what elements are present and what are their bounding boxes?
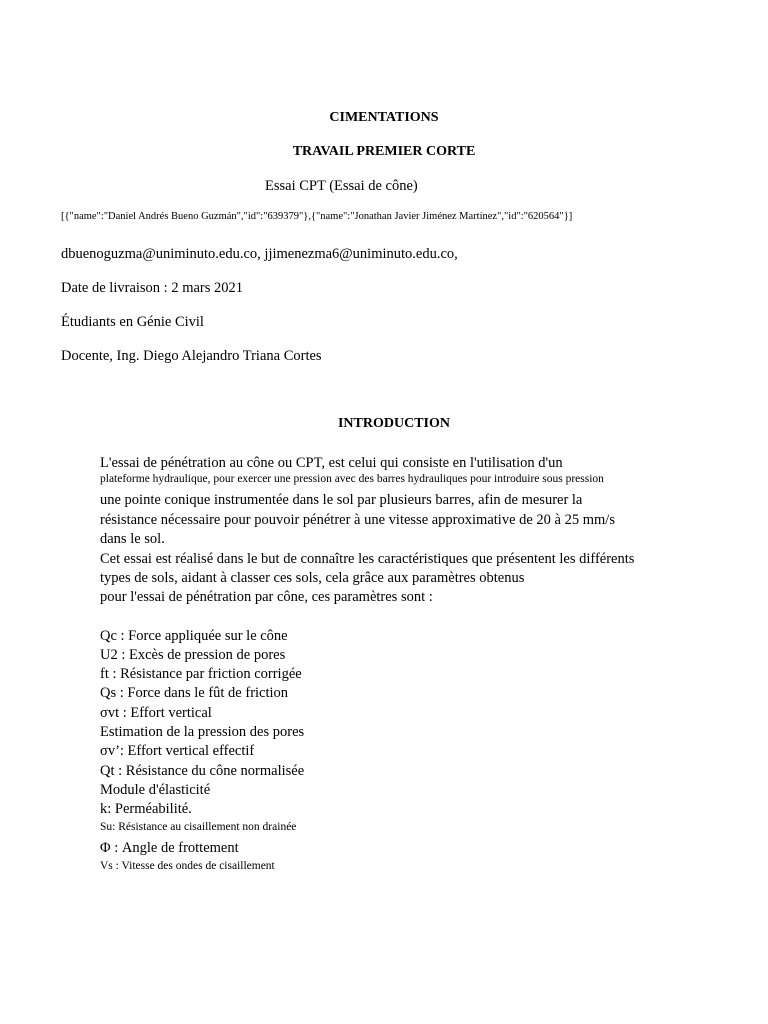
list-item: Module d'élasticité — [100, 782, 211, 798]
delivery-date: Date de livraison : 2 mars 2021 — [61, 280, 244, 296]
list-item: Φ : Angle de frottement — [100, 840, 239, 856]
list-item: σvt : Effort vertical — [100, 705, 212, 721]
list-item: σv’: Effort vertical effectif — [100, 743, 255, 759]
teacher-line: Docente, Ing. Diego Alejandro Triana Cortes — [61, 348, 322, 364]
list-item: Qt : Résistance du cône normalisée — [100, 763, 305, 779]
list-item: k: Perméabilité. — [100, 801, 192, 817]
list-item: U2 : Excès de pression de pores — [100, 647, 286, 663]
list-item: Vs : Vitesse des ondes de cisaillement — [100, 860, 275, 872]
intro-line: plateforme hydraulique, pour exercer une pression avec des barres hydrauliques pour introduire sous pression — [100, 473, 604, 485]
intro-line: Cet essai est réalisé dans le but de connaître les caractéristiques que présentent les différents — [100, 551, 635, 567]
students-line: Étudiants en Génie Civil — [61, 314, 204, 330]
intro-line: résistance nécessaire pour pouvoir pénétrer à une vitesse approximative de 20 à 25 mm/s — [100, 512, 615, 528]
list-item: Qs : Force dans le fût de friction — [100, 685, 289, 701]
intro-line: pour l'essai de pénétration par cône, ces paramètres sont : — [100, 589, 433, 605]
intro-line: L'essai de pénétration au cône ou CPT, est celui qui consiste en l'utilisation d'un — [100, 455, 563, 471]
doc-subtitle-bold: TRAVAIL PREMIER CORTE — [292, 144, 476, 159]
list-item: Estimation de la pression des pores — [100, 724, 305, 740]
intro-heading: INTRODUCTION — [337, 416, 450, 431]
authors-list: [{"name":"Daniel Andrés Bueno Guzmán","id":"639379"},{"name":"Jonathan Javier Jiménez Martínez","id":"620564"}] — [61, 211, 573, 222]
doc-subtitle: Essai CPT (Essai de cône) — [265, 178, 418, 194]
intro-line: types de sols, aidant à classer ces sols, cela grâce aux paramètres obtenus — [100, 570, 525, 586]
author-emails: dbuenoguzma@uniminuto.edu.co, jjimenezma6@uniminuto.edu.co, — [61, 246, 458, 262]
list-item: Su: Résistance au cisaillement non drainée — [100, 821, 297, 833]
intro-line: une pointe conique instrumentée dans le sol par plusieurs barres, afin de mesurer la — [100, 492, 583, 508]
list-item: Qc : Force appliquée sur le cône — [100, 628, 288, 644]
doc-title: CIMENTATIONS — [329, 110, 439, 125]
intro-line: dans le sol. — [100, 531, 165, 547]
list-item: ft : Résistance par friction corrigée — [100, 666, 302, 682]
